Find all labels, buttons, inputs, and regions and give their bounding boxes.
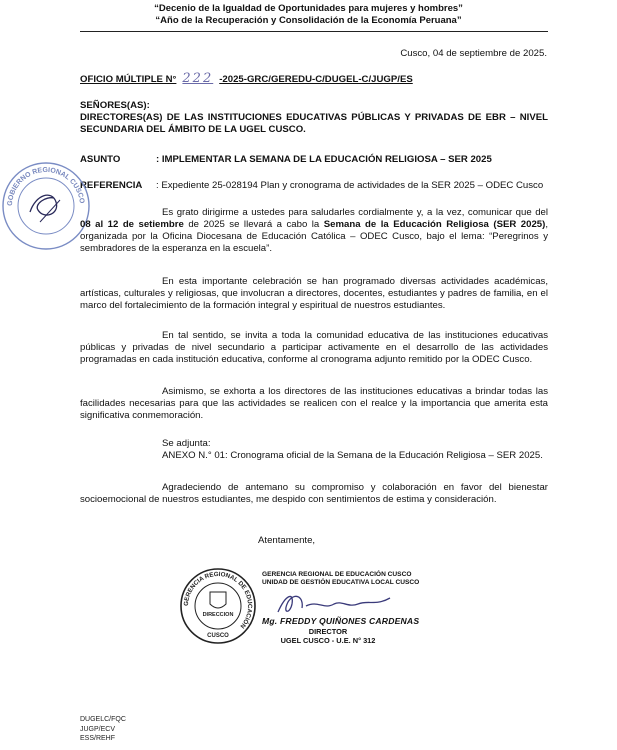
- seal-center-text: DIRECCION: [202, 612, 234, 618]
- signatory-role: DIRECTOR: [308, 627, 348, 636]
- svg-text:GERENCIA REGIONAL DE EDUCACIÓN: [183, 571, 253, 630]
- regional-government-stamp: [0, 160, 92, 252]
- oficio-number-handwritten: 222: [182, 71, 214, 86]
- salutation: Atentamente,: [258, 535, 316, 546]
- paragraph-3: En tal sentido, se invita a toda la comunidad educativa de las instituciones educativas públicas y privadas de nivel secundario a participar activamente en el desarrollo de las actividades programadas en cada institución educativa, conforme al cronograma adjunto remitido por la ODEC Cusco.: [80, 330, 548, 365]
- header-divider: [80, 31, 548, 32]
- oficio-reference: [80, 73, 413, 86]
- signatory-role-block: [262, 627, 394, 645]
- signature-org-line2: UNIDAD DE GESTIÓN EDUCATIVA LOCAL CUSCO: [262, 579, 420, 586]
- seal-ring-text: GERENCIA REGIONAL DE EDUCACIÓN: [182, 570, 254, 630]
- oficio-prefix: OFICIO MÚLTIPLE N°: [80, 74, 177, 85]
- signature-org-line1: GERENCIA REGIONAL DE EDUCACIÓN CUSCO: [262, 571, 412, 578]
- handwritten-signature: [268, 590, 398, 618]
- year-heading: “Año de la Recuperación y Consolidación de la Economía Peruana”: [155, 15, 462, 26]
- place-date: Cusco, 04 de septiembre de 2025.: [400, 48, 547, 59]
- paragraph-1: [80, 207, 548, 255]
- p1-event-name: Semana de la Educación Religiosa (SER 2025): [323, 219, 546, 230]
- attachment-label: Se adjunta:: [162, 438, 211, 449]
- asunto-label: ASUNTO: [80, 154, 121, 165]
- referencia-text: : Expediente 25-028194 Plan y cronograma de actividades de la SER 2025 – ODEC Cusco: [156, 180, 544, 191]
- p1-dates: 08 al 12 de setiembre: [80, 219, 184, 230]
- attachment-item: ANEXO N.° 01: Cronograma oficial de la Semana de la Educación Religiosa – SER 2025.: [162, 450, 543, 461]
- ugel-seal: [178, 566, 258, 646]
- paragraph-2: En esta importante celebración se han programado diversas actividades académicas, artísticas, culturales y religiosas, que involucran a directores, docentes, estudiantes y padres de familia, en el marco del fortalecimiento de la formación integral y espiritual de nuestros estudiantes.: [80, 276, 548, 311]
- signatory-name: Mg. FREDDY QUIÑONES CARDENAS: [262, 616, 420, 626]
- stamp-ring-text: GOBIERNO REGIONAL CUSCO: [6, 166, 85, 207]
- addressee-text: DIRECTORES(AS) DE LAS INSTITUCIONES EDUCATIVAS PÚBLICAS Y PRIVADAS DE EBR – NIVEL SECUNDARIA DEL ÁMBITO DE LA UGEL CUSCO.: [80, 112, 548, 135]
- paragraph-4: Asimismo, se exhorta a los directores de las instituciones educativas a brindar todas las facilidades necesarias para que las actividades se realicen con el realce y la importancia que amerita esta significativa conmemoración.: [80, 386, 548, 421]
- decade-heading: “Decenio de la Igualdad de Oportunidades para mujeres y hombres”: [154, 3, 463, 14]
- footer-initial-3: ESS/REHF: [80, 735, 116, 742]
- referencia-label: REFERENCIA: [80, 180, 143, 191]
- closing-paragraph: Agradeciendo de antemano su compromiso y colaboración en favor del bienestar socioemocional de nuestros estudiantes, me despido con sentimientos de estima y consideración.: [80, 482, 548, 505]
- p1-text-c: de 2025 se llevará a cabo la: [183, 219, 324, 230]
- p1-text-e: , organizada por la Oficina Diocesana de Educación Católica – ODEC Cusco, bajo el lema: “Peregrinos y sembradores de la esperanza en la escuela”.: [80, 219, 548, 254]
- p1-text-a: Es grato dirigirme a ustedes para saludarles cordialmente y, a la vez, comunicar que del: [162, 207, 548, 218]
- signature-org: [262, 571, 419, 587]
- asunto-text: : IMPLEMENTAR LA SEMANA DE LA EDUCACIÓN RELIGIOSA – SER 2025: [156, 154, 492, 165]
- footer-initial-1: DUGELC/FQC: [80, 716, 126, 723]
- oficio-suffix: -2025-GRC/GEREDU-C/DUGEL-C/JUGP/ES: [219, 74, 413, 85]
- signatory-unit: UGEL CUSCO - U.E. N° 312: [280, 636, 376, 645]
- addressee-label: SEÑORES(AS):: [80, 100, 150, 111]
- seal-bottom-text: CUSCO: [207, 633, 229, 639]
- footer-initials: [80, 715, 126, 744]
- footer-initial-2: JUGP/ECV: [80, 725, 116, 733]
